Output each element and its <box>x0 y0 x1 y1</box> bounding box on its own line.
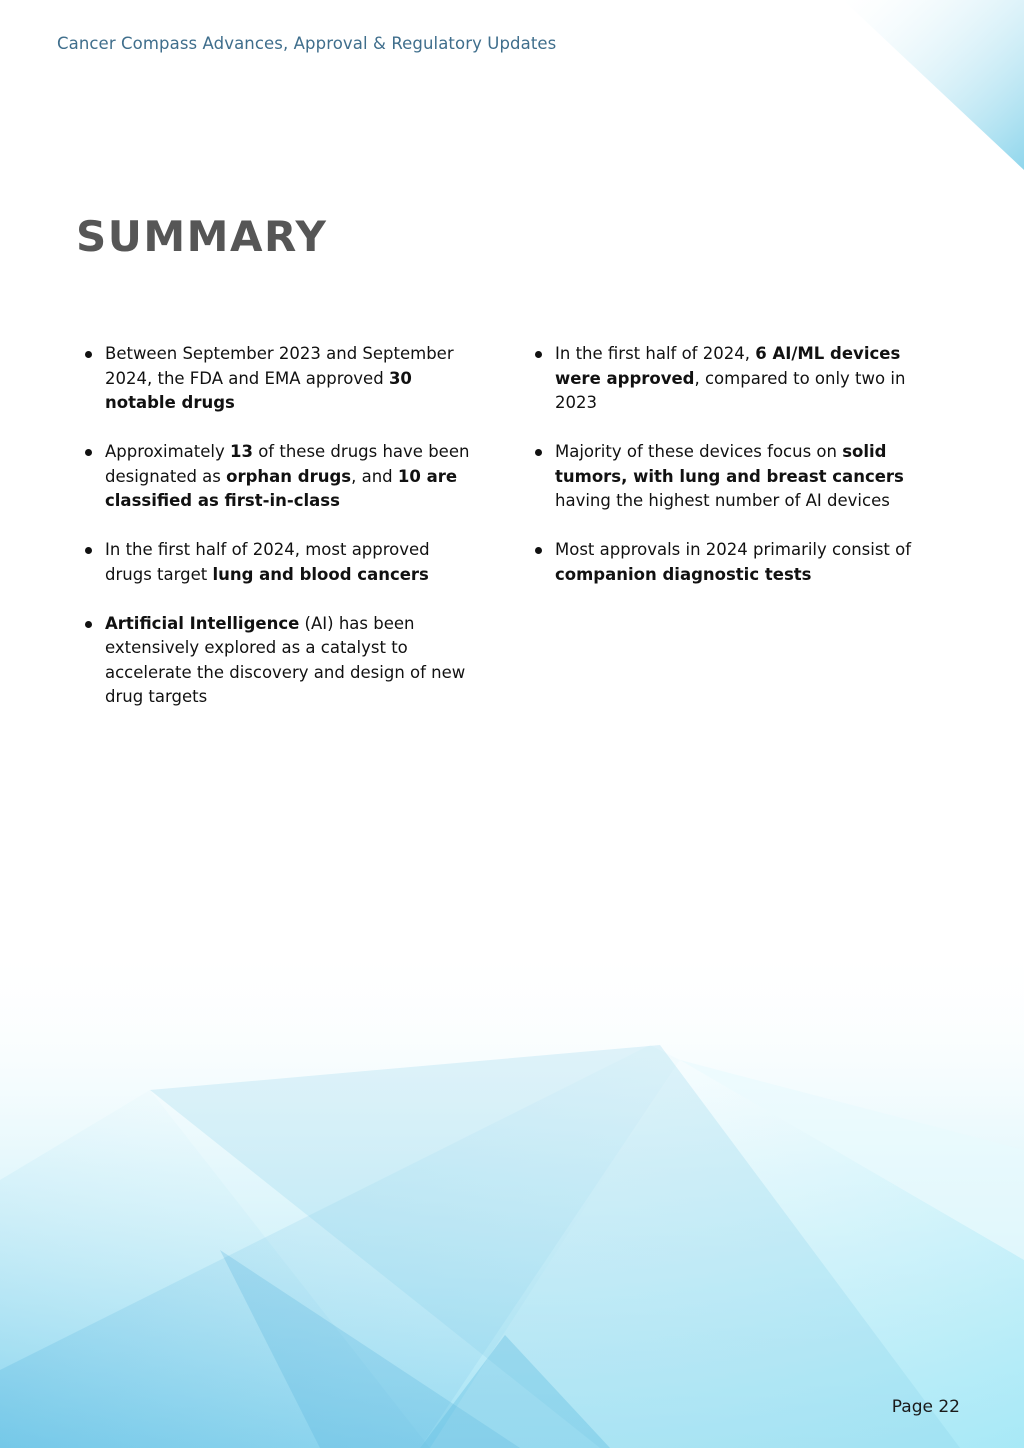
running-header: Cancer Compass Advances, Approval & Regulatory Updates <box>57 34 557 53</box>
bullet-text: , and <box>351 466 398 486</box>
summary-bullet-item <box>105 538 477 587</box>
summary-bullet-item <box>105 342 477 416</box>
summary-bullet-item <box>105 440 477 514</box>
bullet-text: (AI) has been extensively explored as a catalyst to accelerate the discovery and design of new drug targets <box>105 613 466 706</box>
bullet-text: Approximately <box>105 442 230 461</box>
bullet-text-bold: companion diagnostic tests <box>555 564 812 584</box>
bullet-text-bold: solid tumors, with lung and breast cancers <box>555 442 904 486</box>
page-title: SUMMARY <box>76 212 328 261</box>
bullet-text: Between September 2023 and September 2024, the FDA and EMA approved <box>105 344 454 388</box>
bullet-text: having the highest number of AI devices <box>555 491 890 510</box>
bullet-text: In the first half of 2024, <box>555 344 756 363</box>
bullet-dot-icon <box>535 449 542 456</box>
summary-left-column <box>77 342 477 734</box>
summary-bullet-item <box>555 440 933 514</box>
bullet-text: of these drugs have been designated as <box>105 442 470 486</box>
bullet-text-bold: lung and blood cancers <box>212 564 429 584</box>
bullet-text: Most approvals in 2024 primarily consist of <box>555 540 912 559</box>
bullet-dot-icon <box>535 547 542 554</box>
summary-bullet-item <box>555 342 933 416</box>
bullet-text-bold: 6 AI/ML devices were approved <box>555 344 901 388</box>
corner-accent-shape <box>843 0 1024 170</box>
bullet-text: In the first half of 2024, most approved drugs target <box>105 540 430 584</box>
bullet-dot-icon <box>85 449 92 456</box>
bullet-text-bold: orphan drugs <box>226 466 352 486</box>
bullet-text-bold: 30 notable drugs <box>105 368 412 412</box>
bullet-text: , compared to only two in 2023 <box>555 368 906 412</box>
summary-bullet-item <box>555 538 933 587</box>
bullet-dot-icon <box>85 621 92 628</box>
summary-bullet-item <box>105 612 477 710</box>
bullet-text-bold: Artificial Intelligence <box>105 613 300 633</box>
bullet-dot-icon <box>535 351 542 358</box>
summary-right-column <box>527 342 933 612</box>
bullet-dot-icon <box>85 547 92 554</box>
page-number: Page 22 <box>891 1397 960 1417</box>
bullet-dot-icon <box>85 351 92 358</box>
bullet-text-bold: 10 are classified as first-in-class <box>105 466 458 510</box>
bullet-text-bold: 13 <box>230 442 253 461</box>
bullet-text: Majority of these devices focus on <box>555 442 843 461</box>
